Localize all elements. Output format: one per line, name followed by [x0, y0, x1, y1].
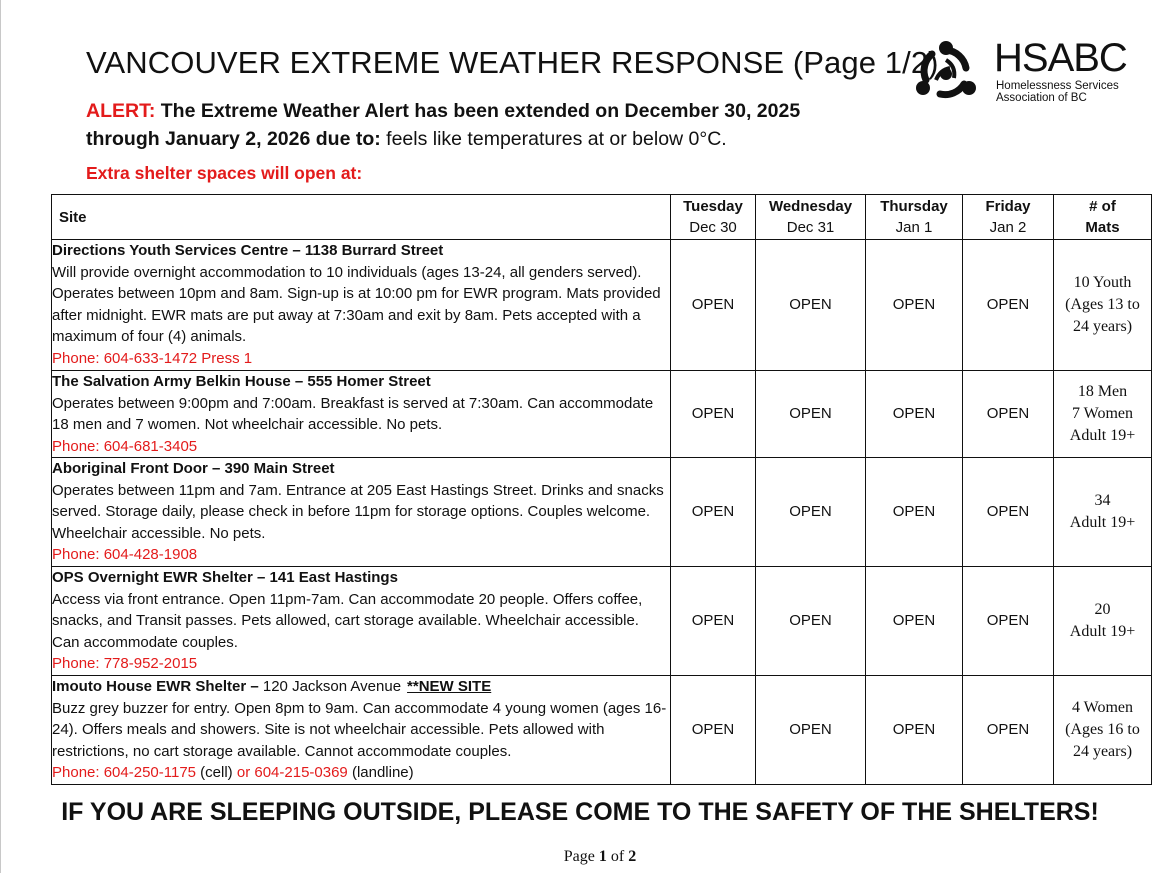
status-cell: OPEN — [671, 458, 756, 567]
alert-line1: The Extreme Weather Alert has been extended on December 30, 2025 — [155, 100, 801, 122]
logo-name: HSABC — [994, 36, 1127, 80]
day-date: Jan 1 — [895, 219, 933, 236]
site-description: Buzz grey buzzer for entry. Open 8pm to 9am. Can accommodate 4 young women (ages 16-24). Offers meals and showers. Site is not wheelchair accessible. Pets allowed with restrictions, no cart storage available. Cannot accommodate couples. — [52, 699, 667, 760]
mats-line: 24 years) — [1072, 318, 1133, 335]
site-phone: Phone: 778-952-2015 — [52, 655, 198, 672]
mats-cell — [1054, 371, 1152, 458]
mats-line: (Ages 13 to — [1065, 296, 1140, 313]
site-phone: Phone: 604-428-1908 — [52, 546, 198, 563]
phone-landline-number: or 604-215-0369 — [236, 764, 348, 781]
phone-landline-note: (landline) — [347, 764, 414, 781]
site-name: OPS Overnight EWR Shelter – 141 East Hastings — [52, 569, 398, 586]
page-of: of — [606, 848, 629, 865]
site-column-header: Site — [52, 195, 671, 240]
status-cell: OPEN — [963, 240, 1054, 371]
logo-subtitle-line2: Association of BC — [996, 92, 1087, 104]
page-total: 2 — [628, 848, 637, 865]
site-name: Aboriginal Front Door – 390 Main Street — [52, 460, 335, 477]
table-row — [52, 240, 1152, 371]
mats-line: 18 Men — [1077, 383, 1128, 400]
mats-header-line2: Mats — [1085, 219, 1120, 236]
day-date: Jan 2 — [989, 219, 1027, 236]
mats-line: Adult 19+ — [1069, 623, 1136, 640]
site-cell — [52, 567, 671, 676]
table-header-row — [52, 195, 1152, 240]
status-cell: OPEN — [963, 371, 1054, 458]
safety-call-to-action: IF YOU ARE SLEEPING OUTSIDE, PLEASE COME TO THE SAFETY OF THE SHELTERS! — [61, 798, 1099, 826]
logo-subtitle-line1: Homelessness Services — [996, 80, 1119, 92]
day-name: Wednesday — [768, 198, 853, 215]
site-cell — [52, 240, 671, 371]
day-column-header — [756, 195, 866, 240]
site-description: Operates between 11pm and 7am. Entrance at 205 East Hastings Street. Drinks and snacks served. Storage daily, please check in before 11pm for storage options. Couples welcome. Wheelchair accessible. No pets. — [52, 481, 664, 542]
status-cell: OPEN — [671, 371, 756, 458]
table-row — [52, 567, 1152, 676]
mats-line: Adult 19+ — [1069, 514, 1136, 531]
mats-line: Adult 19+ — [1069, 427, 1136, 444]
mats-cell — [1054, 567, 1152, 676]
status-cell: OPEN — [756, 458, 866, 567]
day-column-header — [963, 195, 1054, 240]
site-name: Imouto House EWR Shelter – — [52, 678, 259, 695]
day-column-header — [866, 195, 963, 240]
extra-spaces-heading: Extra shelter spaces will open at: — [86, 163, 363, 183]
mats-line: 10 Youth — [1073, 274, 1132, 291]
mats-line: 20 — [1094, 601, 1111, 618]
mats-line: 4 Women — [1071, 699, 1134, 716]
mats-header-line1: # of — [1089, 198, 1116, 215]
site-description: Operates between 9:00pm and 7:00am. Breakfast is served at 7:30am. Can accommodate 18 men and 7 women. Not wheelchair accessible. No pets. — [52, 394, 654, 433]
status-cell: OPEN — [671, 676, 756, 785]
new-site-badge: **NEW SITE — [407, 678, 492, 695]
site-description: Access via front entrance. Open 11pm-7am. Can accommodate 20 people. Offers coffee, snacks, and Transit passes. Pets allowed, cart storage available. Wheelchair accessible. Can accommodate couples. — [52, 590, 643, 651]
alert-line2-bold: through January 2, 2026 due to: — [86, 128, 381, 150]
page-prefix: Page — [563, 848, 599, 865]
mats-cell — [1054, 240, 1152, 371]
site-cell — [52, 458, 671, 567]
site-name: The Salvation Army Belkin House – 555 Homer Street — [52, 373, 431, 390]
status-cell: OPEN — [963, 676, 1054, 785]
hsabc-emblem-icon — [910, 36, 982, 108]
shelter-schedule-table — [51, 194, 1152, 785]
day-name: Friday — [985, 198, 1031, 215]
day-name: Tuesday — [683, 198, 743, 215]
phone-cell-number: Phone: 604-250-1175 — [52, 764, 197, 781]
status-cell: OPEN — [866, 676, 963, 785]
page-left-edge — [0, 0, 1, 873]
mats-cell — [1054, 676, 1152, 785]
mats-column-header — [1054, 195, 1152, 240]
day-column-header — [671, 195, 756, 240]
site-address: 120 Jackson Avenue — [258, 678, 402, 695]
day-date: Dec 30 — [689, 219, 737, 236]
day-name: Thursday — [880, 198, 948, 215]
status-cell: OPEN — [963, 567, 1054, 676]
mats-line: 7 Women — [1071, 405, 1134, 422]
alert-message — [86, 97, 886, 153]
status-cell: OPEN — [671, 240, 756, 371]
mats-line: 34 — [1094, 492, 1111, 509]
status-cell: OPEN — [866, 567, 963, 676]
site-phone: Phone: 604-681-3405 — [52, 437, 198, 455]
status-cell: OPEN — [866, 240, 963, 371]
site-phone: Phone: 604-633-1472 Press 1 — [52, 349, 253, 367]
status-cell: OPEN — [963, 458, 1054, 567]
status-cell: OPEN — [756, 371, 866, 458]
page-number — [0, 848, 1160, 866]
site-name-line — [52, 676, 670, 698]
mats-cell — [1054, 458, 1152, 567]
page-current: 1 — [598, 848, 607, 865]
status-cell: OPEN — [671, 567, 756, 676]
site-phone — [52, 762, 670, 784]
site-description: Will provide overnight accommodation to 10 individuals (ages 13-24, all genders served). Operates between 10pm and 8am. Sign-up is at 10:00 pm for EWR program. Mats provided after midnight. EWR mats are put away at 7:30am and exit by 8am. Pets accepted with a maximum of four (4) animals. — [52, 263, 661, 345]
table-row — [52, 458, 1152, 567]
hsabc-logo — [910, 36, 1150, 108]
logo-subtitle — [996, 80, 1119, 104]
table-row — [52, 371, 1152, 458]
alert-label: ALERT: — [86, 100, 156, 122]
status-cell: OPEN — [756, 240, 866, 371]
site-cell — [52, 371, 671, 458]
status-cell: OPEN — [756, 567, 866, 676]
page-title: VANCOUVER EXTREME WEATHER RESPONSE (Page 1/2) — [86, 45, 939, 80]
status-cell: OPEN — [866, 458, 963, 567]
site-name: Directions Youth Services Centre – 1138 Burrard Street — [52, 242, 444, 259]
mats-line: 24 years) — [1072, 743, 1133, 760]
phone-cell-note: (cell) — [196, 764, 237, 781]
table-row — [52, 676, 1152, 785]
status-cell: OPEN — [756, 676, 866, 785]
status-cell: OPEN — [866, 371, 963, 458]
site-cell — [52, 676, 671, 785]
day-date: Dec 31 — [786, 219, 835, 236]
alert-line2-plain: feels like temperatures at or below 0°C. — [380, 128, 727, 150]
mats-line: (Ages 16 to — [1065, 721, 1140, 738]
